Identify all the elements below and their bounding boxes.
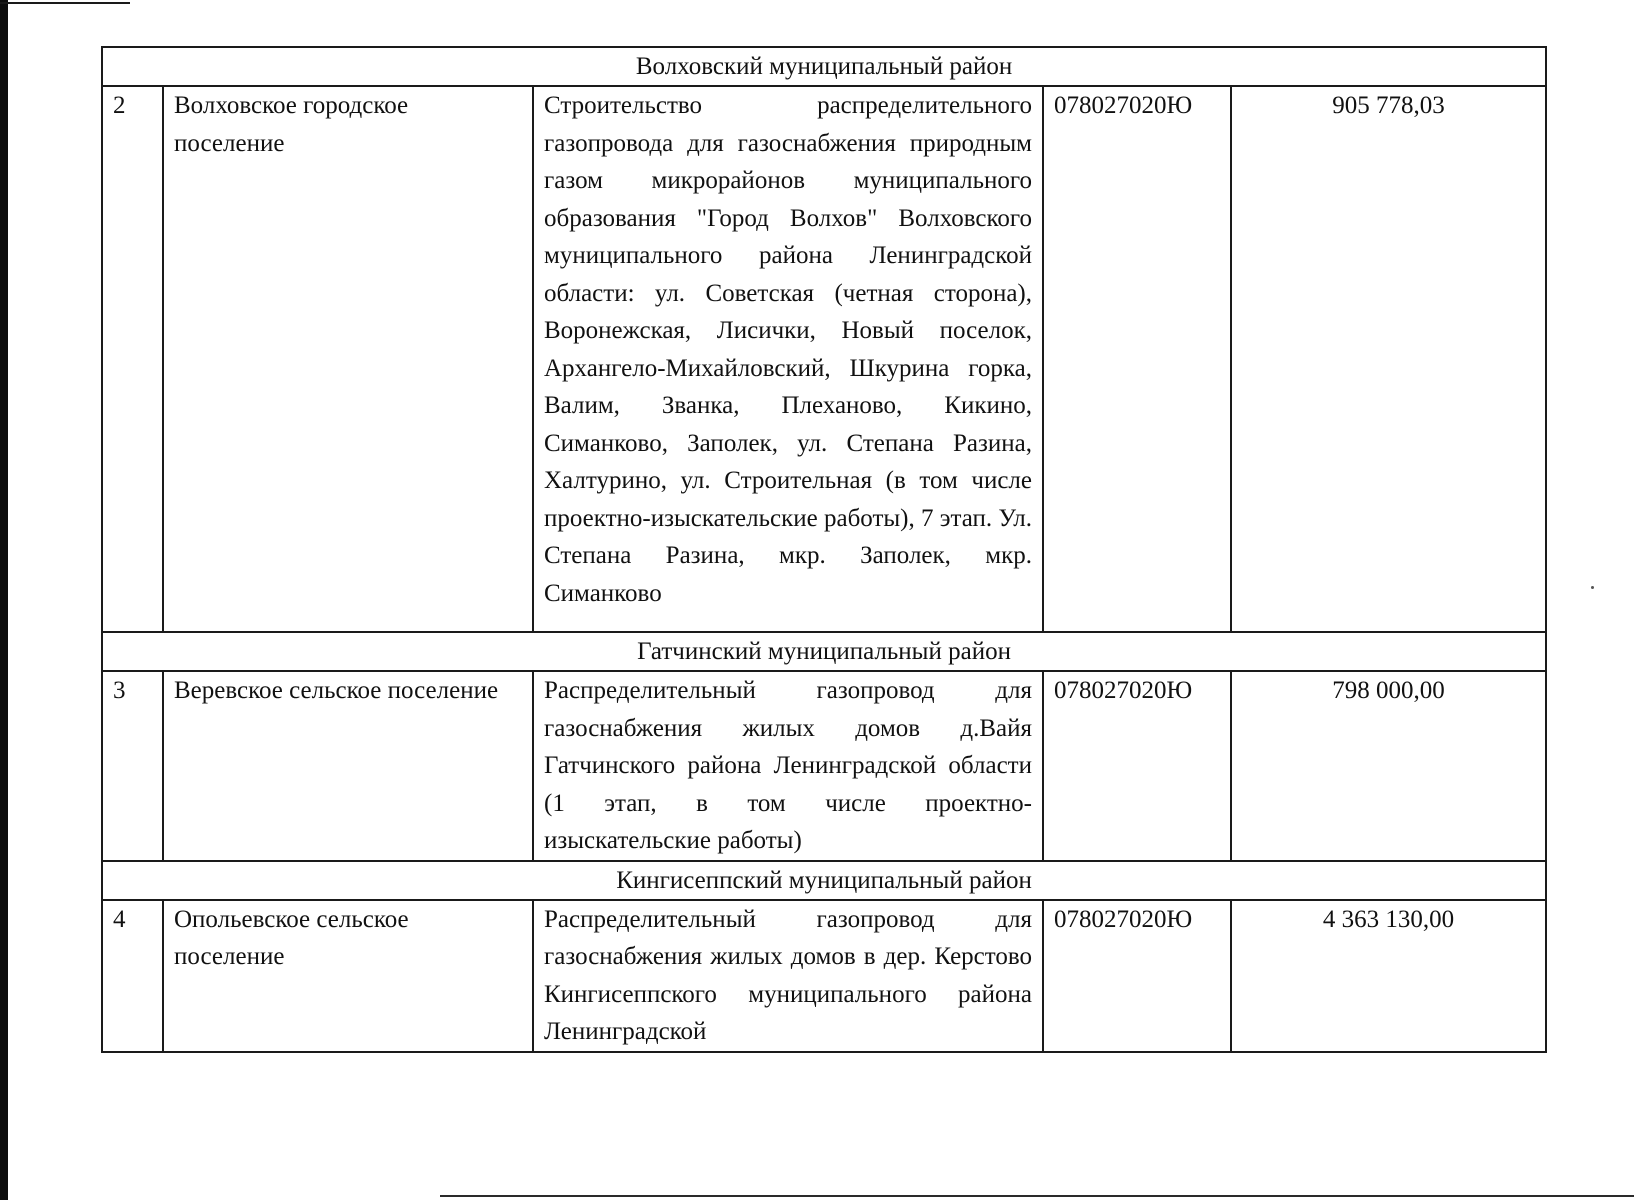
settlement-name: Опольевское сельское поселение <box>163 900 533 1052</box>
table-row <box>102 671 1546 861</box>
amount: 905 778,03 <box>1231 86 1546 632</box>
row-number: 2 <box>102 86 163 632</box>
budget-code: 078027020Ю <box>1043 900 1231 1052</box>
scan-edge <box>0 0 8 1200</box>
budget-code: 078027020Ю <box>1043 86 1231 632</box>
row-number: 3 <box>102 671 163 861</box>
amount: 798 000,00 <box>1231 671 1546 861</box>
district-header-row <box>102 47 1546 86</box>
table-row <box>102 900 1546 1052</box>
settlement-name: Веревское сельское поселение <box>163 671 533 861</box>
amount: 4 363 130,00 <box>1231 900 1546 1052</box>
district-name: Волховский муниципальный район <box>102 47 1546 86</box>
scan-artifact-bottom <box>440 1195 1634 1197</box>
row-number: 4 <box>102 900 163 1052</box>
document-table <box>101 46 1547 1053</box>
district-name: Гатчинский муниципальный район <box>102 632 1546 671</box>
table-row <box>102 86 1546 632</box>
settlement-name: Волховское городское поселение <box>163 86 533 632</box>
budget-code: 078027020Ю <box>1043 671 1231 861</box>
project-description: Распределительный газопровод для газоснабжения жилых домов д.Вайя Гатчинского района Ленинградской области (1 этап, в том числе проектно-изыскательские работы) <box>533 671 1043 861</box>
project-description: Распределительный газопровод для газоснабжения жилых домов в дер. Керстово Кингисеппского муниципального района Ленинградской <box>533 900 1043 1052</box>
scan-speck <box>1591 586 1594 589</box>
project-description: Строительство распределительного газопровода для газоснабжения природным газом микрорайонов муниципального образования "Город Волхов" Волховского муниципального района Ленинградской области: ул. Советская (четная сторона), Воронежская, Лисички, Новый поселок, Архангело-Михайловский, Шкурина горка, Валим, Званка, Плеханово, Кикино, Симанково, Заполек, ул. Степана Разина, Халтурино, ул. Строительная (в том числе проектно-изыскательские работы), 7 этап. Ул. Степана Разина, мкр. Заполек, мкр. Симанково <box>533 86 1043 632</box>
district-name: Кингисеппский муниципальный район <box>102 861 1546 900</box>
scan-artifact-top <box>0 2 130 4</box>
district-header-row <box>102 632 1546 671</box>
district-header-row <box>102 861 1546 900</box>
